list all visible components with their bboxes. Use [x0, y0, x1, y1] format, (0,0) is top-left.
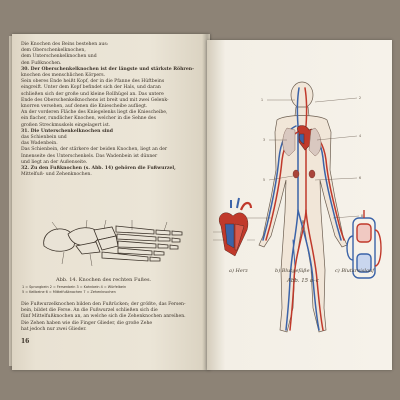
text-line: großen Streckmuskels eingelagert ist. [21, 122, 111, 128]
caption-circulation: c) Blutkreislauf [335, 268, 375, 274]
figure-caption: Abb. 14. Knochen des rechten Fußes. [56, 277, 152, 283]
caption-blood-vessels: b) Blutgefäße [275, 268, 310, 274]
text-line: Die Zehen haben wie die Finger Glieder, die große Zehe [21, 320, 153, 326]
text-line: dem Unterschenkelknochen und [21, 54, 97, 60]
plate-label: Abb. 15 a–c [287, 278, 319, 284]
text-line: knochen des menschlichen Körpers. [21, 73, 106, 78]
text-line: knorren versehen, auf denen die Kniescheibe aufliegt. [21, 104, 148, 109]
text-line: und liegt an der Außenseite. [21, 159, 88, 165]
human-figure [259, 82, 347, 332]
svg-text:8: 8 [361, 214, 364, 218]
text-line: bein, bildet die Ferse. An die Fußwurzel schließen sich die [21, 308, 158, 314]
text-line: hat jedoch nur zwei Glieder. [21, 326, 87, 332]
text-line: Innenseite des Unterschenkels. Das Wadenbein ist dünner [21, 153, 158, 159]
text-line: das Wadenbein. [21, 141, 58, 147]
text-line: Das Schienbein, der stärkere der beiden Knochen, liegt an der [21, 147, 168, 153]
text-line: dem Oberschenkelknochen, [21, 48, 86, 54]
text-line: Die Knochen des Beins bestehen aus: [21, 42, 109, 47]
text-line: Ende des Oberschenkelknochens ist breit und mit zwei Gelenk- [21, 97, 169, 103]
text-line: fünf Mittelfußknochen an, an welche sich die Zehenknochen anreihen. [21, 314, 186, 320]
foot-skeleton-figure [32, 212, 192, 274]
text-line: schließen sich der große und kleine Rollhügel an. Das untere [21, 91, 164, 97]
text-line: 31. Die Unterschenkelknochen sind [21, 128, 113, 134]
text-line: den Fußknochen. [21, 60, 62, 66]
circulatory-system-plate [207, 40, 392, 370]
text-line: Sein oberes Ende heißt Kopf, der in die Pfanne des Hüftbeins [21, 79, 165, 85]
svg-text:6: 6 [359, 176, 362, 180]
svg-text:5: 5 [263, 178, 266, 182]
svg-text:4: 4 [359, 134, 362, 138]
caption-heart: a) Herz [229, 268, 248, 274]
text-line: 30. Der Oberschenkelknochen ist der längste und stärkste Röhren- [21, 66, 195, 72]
svg-text:3: 3 [263, 138, 266, 142]
heart-section-inset [219, 198, 251, 256]
right-book-page [207, 40, 392, 370]
text-line: das Schienbein und [21, 135, 67, 140]
text-line: ein flacher, rundlicher Knochen, welcher in die Sehne des [21, 116, 156, 122]
svg-text:1: 1 [261, 98, 264, 102]
text-line: eingreift. Unter dem Kopf befindet sich der Hals, und daran [21, 85, 161, 91]
text-line: Mittelfuß- und Zehenknochen. [21, 172, 92, 178]
left-book-page [12, 34, 210, 370]
svg-text:2: 2 [359, 96, 362, 100]
text-line: Die Fußwurzelknochen bilden den Fußrücken; der größte, das Fersen- [21, 302, 186, 307]
text-line: An der vorderen Fläche des Kniegelenks liegt die Kniescheibe, [21, 110, 168, 116]
figure-legend-line-2: 5 = Keilbeine 6 = Mittelfußknochen 7 = Zehenknochen [22, 290, 116, 294]
text-line: 32. Zu den Fußknochen (s. Abb. 14) gehören die Fußwurzel, [21, 166, 176, 171]
figure-legend-line-1: 1 = Sprungbein 2 = Fersenbein 3 = Kahnbein 4 = Würfelbein [22, 285, 127, 289]
page-number: 16 [21, 338, 30, 345]
